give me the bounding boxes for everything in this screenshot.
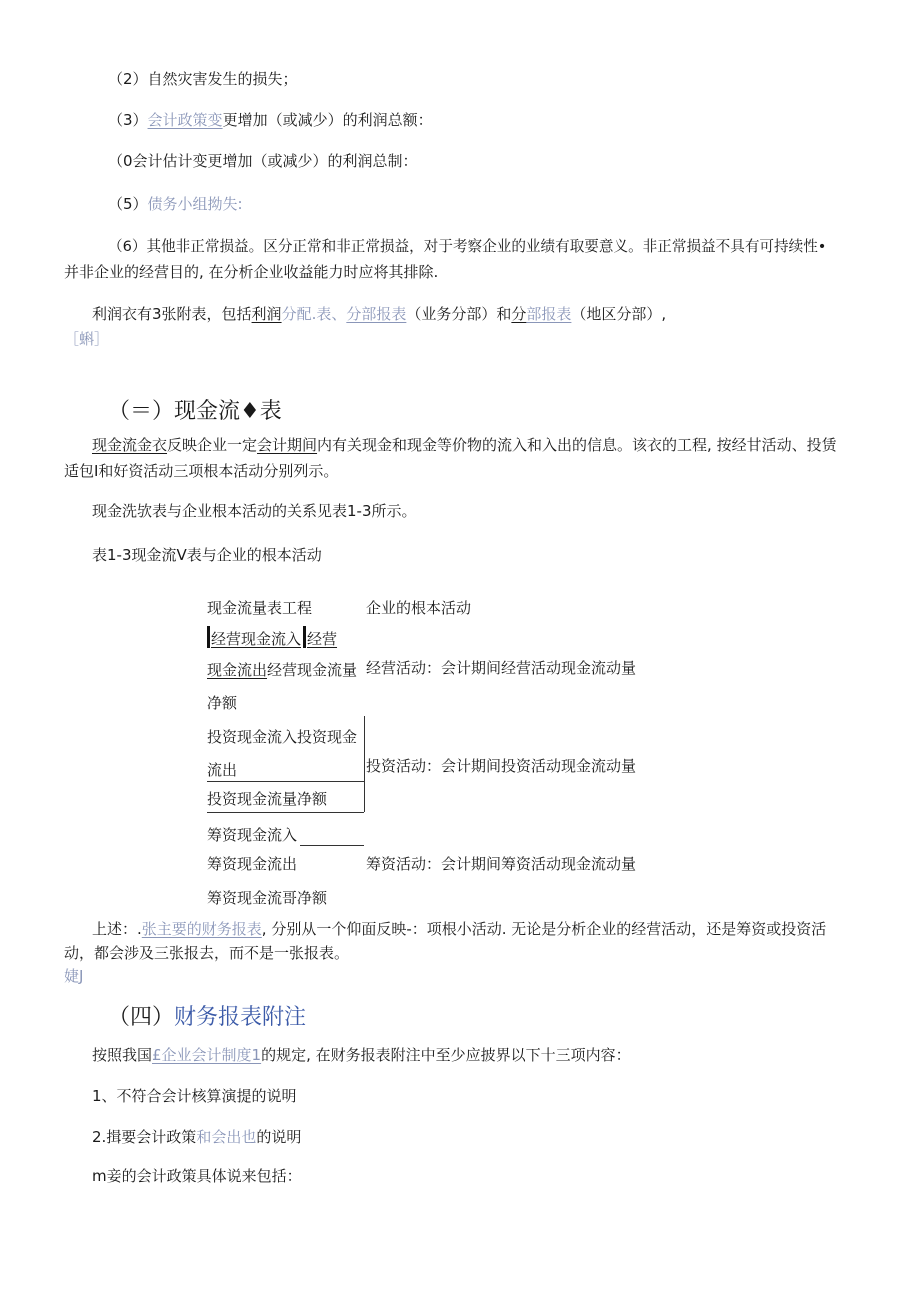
section-3-heading: （＝）现金流♦表 xyxy=(108,399,282,424)
operating-activity-desc: 经营活动：会计期间经营活动现金流动量 xyxy=(366,659,637,677)
cashflow-paragraph-line2: 适包I和好资活动三项根本活动分别列示。 xyxy=(64,462,339,480)
summary-tag: 婕J xyxy=(64,967,84,985)
investing-net-label: 投资现金流量净额 xyxy=(207,790,328,808)
item-6-line2: 并非企业的经营目的, 在分析企业收益能力时应将其排除. xyxy=(64,263,439,281)
operating-inflow-label: 经营现金流入 xyxy=(211,630,302,648)
segment-report-link-1[interactable]: 分部报表 xyxy=(346,305,407,323)
notes-item-2-link[interactable]: 和会出也 xyxy=(196,1128,257,1146)
section-4-heading xyxy=(108,1003,306,1033)
item-6-line1: （6）其他非正常损益。区分正常和非正常损益，对于考察企业的业绩有取要意义。非正常损益不具有可持续性• xyxy=(108,238,827,255)
table-rule xyxy=(207,781,364,782)
item-4: （0会计估计变更增加（或减少）的利润总制： xyxy=(108,152,418,170)
item-5 xyxy=(108,194,243,214)
section-4-title: 财务报表附注 xyxy=(174,1005,307,1030)
notes-item-2-a: 2.揖要会计政策 xyxy=(92,1128,197,1146)
table-rule xyxy=(207,812,364,813)
table-vertical-rule xyxy=(364,716,365,812)
accounting-policy-link[interactable]: 会计政策变 xyxy=(147,111,223,129)
operating-label-fragment: 经营 xyxy=(307,630,338,648)
section-4-number: （四） xyxy=(108,1005,175,1030)
cashflow-paragraph-line1 xyxy=(92,435,837,455)
table-row-operating-outflow xyxy=(207,660,357,680)
notes-item-3: m妾的会计政策具体说来包括： xyxy=(92,1167,302,1185)
financing-activity-desc: 筹资活动：会计期间筹资活动现金流动量 xyxy=(366,855,637,873)
table-header-right: 企业的根本活动 xyxy=(366,599,472,617)
enterprise-accounting-system-link[interactable]: £企业会计制度1 xyxy=(152,1046,262,1064)
financial-statements-link[interactable]: 张主要的财务报表 xyxy=(141,920,262,938)
item-3-prefix: （3） xyxy=(108,111,148,129)
profit-tag: ［蝌］ xyxy=(64,330,110,348)
operating-net-amount-label: 净额 xyxy=(207,694,238,712)
cashflow-text-d: 内有关现金和现金等价物的流入和入出的信息。该衣的工程, 按经甘活动、投赁 xyxy=(317,436,837,454)
summary-text-a: 上述：. xyxy=(92,920,142,938)
notes-item-1: 1、不符合会计核算演提的说明 xyxy=(92,1087,297,1105)
item-5-prefix: （5） xyxy=(108,195,148,213)
table-row-operating-inflow xyxy=(207,626,337,649)
item-3-text: 更增加（或减少）的利润总额： xyxy=(222,111,433,129)
notes-item-2-b: 的说明 xyxy=(256,1128,302,1146)
notes-text-a: 按照我国 xyxy=(92,1046,153,1064)
profit-text-f: 分 xyxy=(511,305,527,323)
table-header-left: 现金流量表工程 xyxy=(207,599,313,617)
accounting-period-term: 会计期间 xyxy=(257,436,318,454)
border-mark xyxy=(303,626,306,648)
profit-text-e: （业务分部）和 xyxy=(406,305,512,323)
profit-text-h: （地区分部）, xyxy=(571,305,667,323)
cashflow-text-b: 反映企业一定 xyxy=(167,436,258,454)
cashflow-relation-text: 现金洗欤表与企业根本活动的关系见表1-3所示。 xyxy=(92,502,417,520)
table-caption: 表1-3现金流V表与企业的根本活动 xyxy=(92,546,322,564)
notes-intro xyxy=(92,1045,631,1065)
investing-activity-desc: 投资活动：会计期间投资活动现金流动量 xyxy=(366,757,637,775)
investing-label-line2: 流出 xyxy=(207,761,238,779)
segment-report-link-2[interactable]: 部报表 xyxy=(526,305,572,323)
item-3 xyxy=(108,110,433,130)
item-2: （2）自然灾害发生的损失； xyxy=(108,70,298,88)
summary-text-b: , 分别从一个仰面反映-：项根小活动. 无论是分析企业的经营活动，还是筹资或投资活 xyxy=(261,920,827,938)
cashflow-text-a: 现金流金衣 xyxy=(92,436,168,454)
financing-outflow-label: 筹资现金流出 xyxy=(207,855,298,873)
financing-inflow-label: 筹资现金流入 xyxy=(207,826,298,844)
border-mark xyxy=(207,626,210,648)
investing-label-line1: 投资现金流入投资现金 xyxy=(207,728,358,746)
operating-outflow-label: 现金流出 xyxy=(207,661,268,679)
notes-item-2 xyxy=(92,1127,301,1147)
notes-text-b: 的规定, 在财务报表附注中至少应披界以下十三项内容： xyxy=(261,1046,631,1064)
profit-distribution-link[interactable]: 分配.表、 xyxy=(281,305,347,323)
table-rule xyxy=(300,845,364,846)
profit-text-b: 利润 xyxy=(251,305,282,323)
operating-net-label: 经营现金流量 xyxy=(267,661,358,679)
summary-line2: 动，都会涉及三张报去，而不是一张报表。 xyxy=(64,944,350,962)
profit-text-a: 利润衣有3张附表，包括 xyxy=(92,305,252,323)
debt-restructuring-link[interactable]: 债务小组拗失: xyxy=(147,195,243,213)
summary-line1 xyxy=(92,919,826,939)
profit-statement-paragraph xyxy=(92,304,666,324)
financing-net-label: 筹资现金流哥净额 xyxy=(207,889,328,907)
